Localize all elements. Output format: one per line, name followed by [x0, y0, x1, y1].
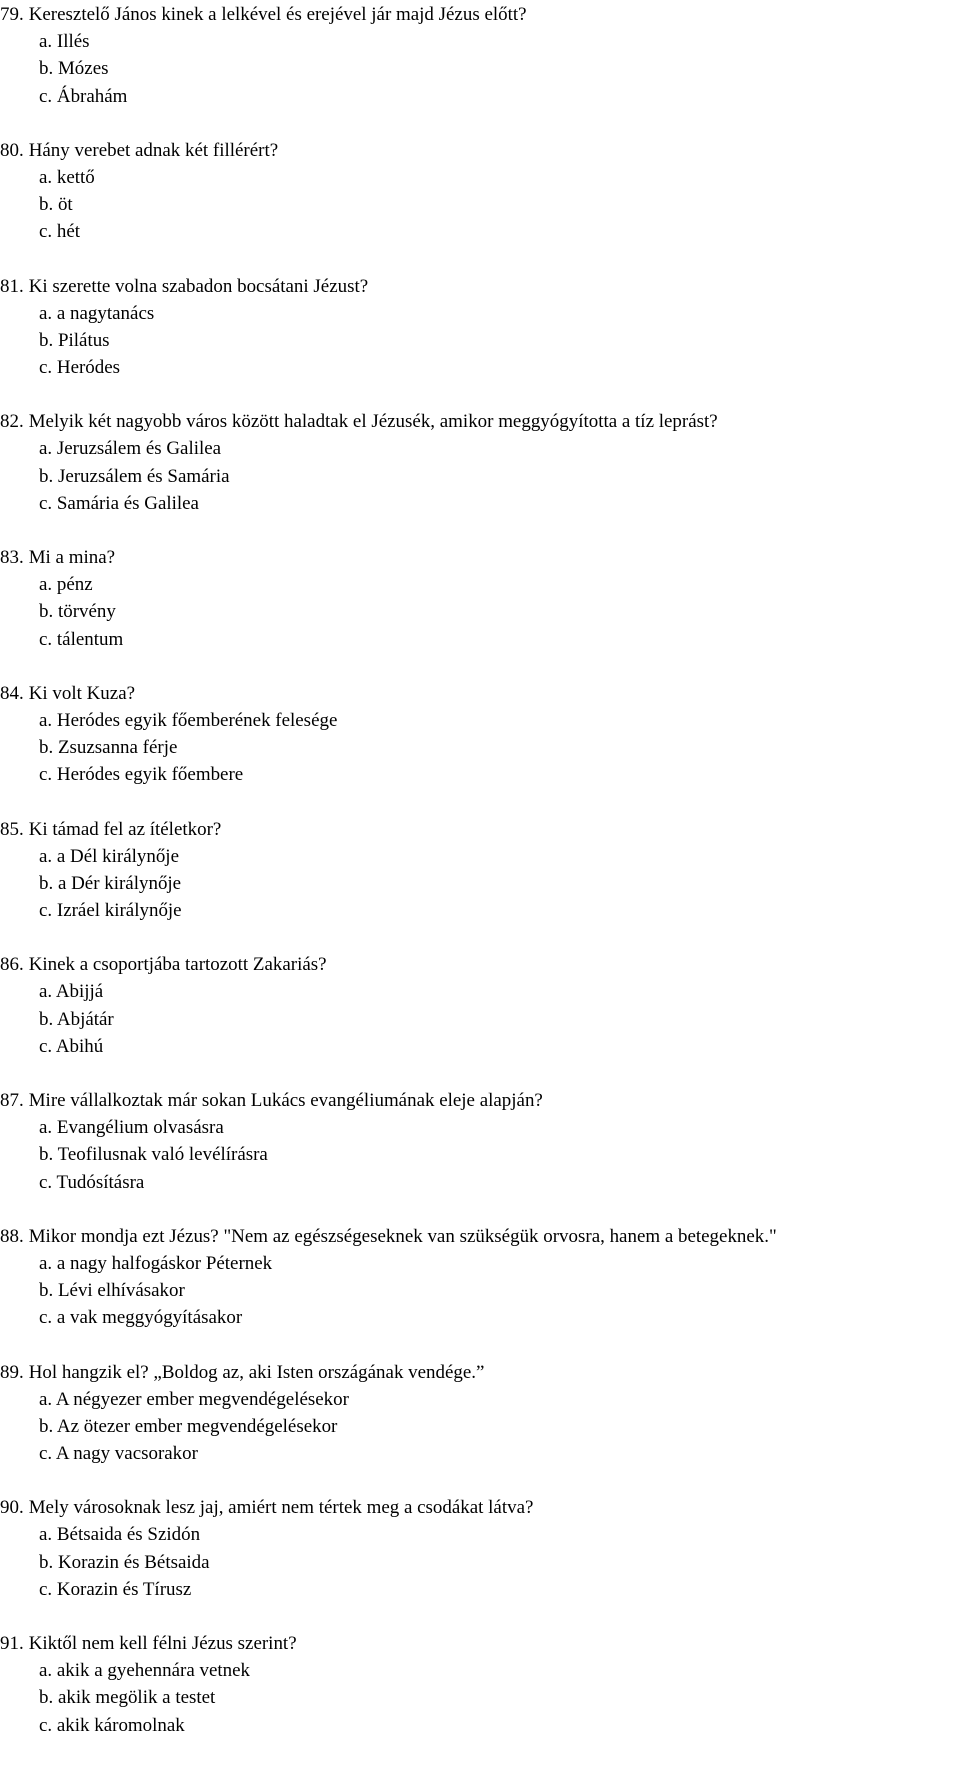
answer-option: b. Korazin és Bétsaida [39, 1551, 210, 1573]
answer-option: c. a vak meggyógyításakor [39, 1307, 243, 1329]
answer-option: c. Samária és Galilea [39, 492, 199, 514]
answer-option: c. akik káromolnak [39, 1714, 185, 1736]
answer-option: a. a nagytanács [39, 302, 155, 324]
question-block [0, 1359, 960, 1468]
answer-option: a. Bétsaida és Szidón [39, 1524, 201, 1546]
answer-option: a. A négyezer ember megvendégelésekor [39, 1388, 349, 1410]
answer-option: b. akik megölik a testet [39, 1687, 216, 1709]
question-text: Mikor mondja ezt Jézus? "Nem az egészségeseknek van szükségük orvosra, hanem a betegeknek." [28, 1225, 777, 1247]
answer-option: b. Abjátár [39, 1008, 114, 1030]
question-block [0, 1223, 960, 1332]
question-line [0, 1, 960, 28]
answer-option: b. Az ötezer ember megvendégelésekor [39, 1415, 338, 1437]
question-text: Kiktől nem kell félni Jézus szerint? [28, 1633, 297, 1654]
answer-option: b. Teofilusnak való levélírásra [39, 1144, 268, 1166]
question-number: 86. [0, 954, 24, 976]
question-number: 91. [0, 1633, 24, 1654]
question-block [0, 1087, 960, 1196]
answer-option: a. kettő [39, 166, 95, 188]
answer-option: c. Abihú [39, 1035, 104, 1057]
question-block [0, 408, 960, 517]
answer-option: a. pénz [39, 574, 93, 596]
question-line [0, 816, 960, 843]
question-block [0, 137, 960, 246]
question-number: 89. [0, 1361, 24, 1383]
question-line [0, 137, 960, 164]
answer-option: b. Jeruzsálem és Samária [39, 465, 230, 487]
question-line [0, 1630, 960, 1657]
answer-option: b. törvény [39, 601, 116, 623]
question-number: 82. [0, 411, 24, 433]
question-text: Kinek a csoportjába tartozott Zakariás? [28, 954, 327, 976]
question-text: Hány verebet adnak két fillérért? [28, 139, 279, 161]
answer-option: b. öt [39, 194, 73, 216]
answer-option: a. a nagy halfogáskor Péternek [39, 1252, 273, 1274]
question-line [0, 1359, 960, 1386]
question-text: Keresztelő János kinek a lelkével és erejével jár majd Jézus előtt? [28, 4, 527, 25]
question-number: 87. [0, 1090, 24, 1111]
question-number: 85. [0, 818, 24, 840]
answer-option: b. Lévi elhívásakor [39, 1280, 185, 1302]
question-text: Mely városoknak lesz jaj, amiért nem tértek meg a csodákat látva? [28, 1497, 534, 1519]
question-text: Ki szerette volna szabadon bocsátani Jézust? [28, 275, 369, 297]
question-number: 80. [0, 139, 24, 161]
answer-option: b. a Dér királynője [39, 872, 182, 894]
answer-option: c. hét [39, 221, 81, 243]
answer-option: a. a Dél királynője [39, 845, 179, 867]
answer-option: b. Pilátus [39, 329, 110, 351]
question-line [0, 1087, 960, 1114]
answer-option: b. Mózes [39, 58, 109, 80]
question-line [0, 1494, 960, 1521]
answer-option: a. Jeruzsálem és Galilea [39, 438, 222, 460]
answer-option: a. Abijjá [39, 981, 104, 1003]
question-text: Ki volt Kuza? [28, 682, 136, 704]
answer-option: c. Tudósításra [39, 1171, 145, 1193]
question-block [0, 951, 960, 1060]
question-block [0, 1, 960, 110]
answer-option: a. akik a gyehennára vetnek [39, 1660, 251, 1682]
question-number: 79. [0, 4, 24, 25]
question-text: Hol hangzik el? „Boldog az, aki Isten országának vendége.” [28, 1361, 485, 1383]
answer-option: c. Heródes [39, 357, 121, 379]
answer-option: c. A nagy vacsorakor [39, 1443, 198, 1465]
question-text: Mire vállalkoztak már sokan Lukács evangéliumának eleje alapján? [28, 1090, 543, 1111]
question-number: 88. [0, 1225, 24, 1247]
question-block [0, 680, 960, 789]
question-block [0, 544, 960, 653]
question-line [0, 680, 960, 707]
answer-option: a. Illés [39, 31, 90, 53]
question-block [0, 816, 960, 925]
answer-option: c. Izráel királynője [39, 900, 182, 922]
question-line [0, 273, 960, 300]
question-text: Ki támad fel az ítéletkor? [28, 818, 222, 840]
question-number: 90. [0, 1497, 24, 1519]
question-block [0, 1494, 960, 1603]
question-line [0, 1223, 960, 1250]
question-block [0, 273, 960, 382]
answer-option: a. Evangélium olvasásra [39, 1117, 224, 1139]
question-text: Mi a mina? [28, 547, 116, 568]
question-number: 83. [0, 547, 24, 568]
answer-option: b. Zsuzsanna férje [39, 737, 178, 759]
question-number: 84. [0, 682, 24, 704]
question-text: Melyik két nagyobb város között haladtak el Jézusék, amikor meggyógyította a tíz leprást? [28, 411, 718, 433]
question-number: 81. [0, 275, 24, 297]
answer-option: c. Ábrahám [39, 85, 128, 107]
answer-option: c. tálentum [39, 628, 124, 650]
answer-option: a. Heródes egyik főemberének felesége [39, 709, 338, 731]
question-line [0, 544, 960, 571]
question-block [0, 1630, 960, 1739]
question-line [0, 408, 960, 435]
answer-option: c. Heródes egyik főembere [39, 764, 244, 786]
answer-option: c. Korazin és Tírusz [39, 1578, 192, 1600]
question-line [0, 951, 960, 978]
